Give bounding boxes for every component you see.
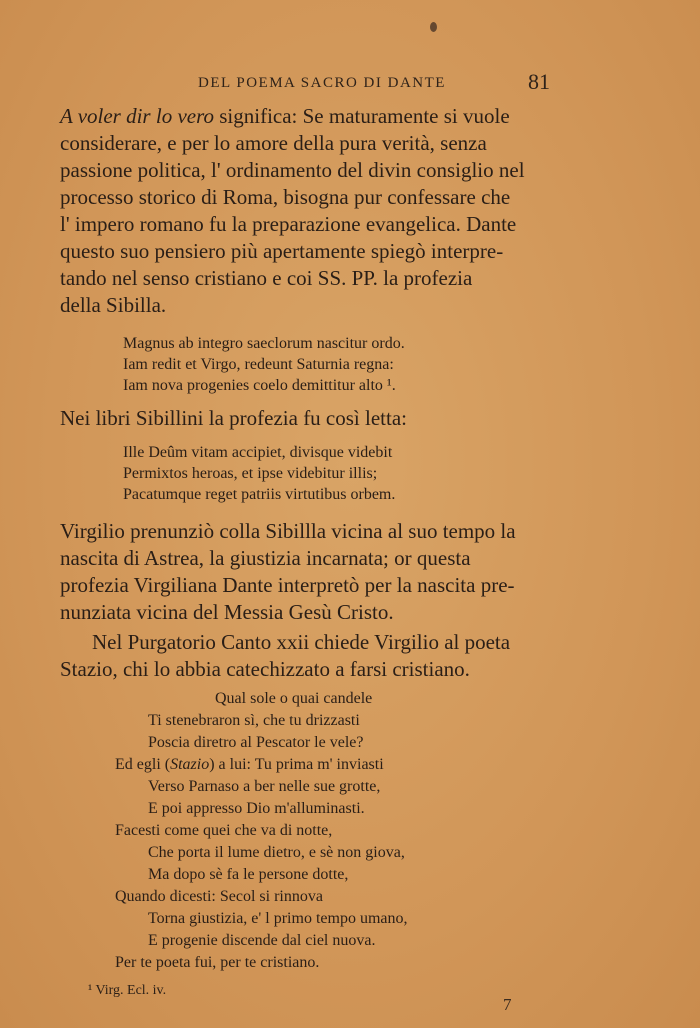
page-number: 81 (528, 69, 550, 94)
signature-mark: 7 (503, 995, 512, 1014)
footnote: ¹ Virg. Ecl. iv. (88, 983, 167, 998)
paragraph-line: l' impero romano fu la preparazione evangelica. Dante (60, 212, 517, 236)
paragraph-line: nunziata vicina del Messia Gesù Cristo. (60, 600, 394, 624)
verse-line: Iam redit et Virgo, redeunt Saturnia regna: (123, 356, 394, 373)
verse-line: Pacatumque reget patriis virtutibus orbem. (123, 486, 396, 503)
paragraph-line: profezia Virgiliana Dante interpretò per la nascita pre- (60, 573, 515, 597)
verse-line: Permixtos heroas, et ipse videbitur illis; (123, 465, 378, 482)
poem-line: Per te poeta fui, per te cristiano. (115, 954, 320, 971)
poem-line: Verso Parnaso a ber nelle sue grotte, (148, 778, 381, 795)
verse-line: Magnus ab integro saeclorum nascitur ordo. (123, 335, 405, 352)
poem-line: Torna giustizia, e' l primo tempo umano, (148, 910, 408, 927)
paragraph-line: tando nel senso cristiano e coi SS. PP. la profezia (60, 266, 473, 290)
paragraph-line: Stazio, chi lo abbia catechizzato a farsi cristiano. (60, 657, 470, 681)
paragraph-line: passione politica, l' ordinamento del divin consiglio nel (60, 158, 525, 182)
paragraph-line: nascita di Astrea, la giustizia incarnata; or questa (60, 546, 471, 570)
verse-line: Ille Deûm vitam accipiet, divisque videbit (123, 444, 393, 461)
poem-line: E progenie discende dal ciel nuova. (148, 932, 376, 949)
paragraph-line: Nel Purgatorio Canto xxii chiede Virgilio al poeta (92, 630, 511, 654)
poem-line: Quando dicesti: Secol si rinnova (115, 888, 323, 905)
paragraph-line: considerare, e per lo amore della pura verità, senza (60, 131, 487, 155)
paragraph-line: questo suo pensiero più apertamente spiegò interpre- (60, 239, 504, 263)
running-head: DEL POEMA SACRO DI DANTE (198, 75, 446, 91)
paragraph-line: A voler dir lo vero significa: Se maturamente si vuole (60, 104, 510, 128)
paragraph-line: Virgilio prenunziò colla Sibillla vicina al suo tempo la (60, 519, 516, 543)
poem-line: E poi appresso Dio m'alluminasti. (148, 800, 365, 817)
paragraph-2: Nei libri Sibillini la profezia fu così letta: (60, 406, 407, 430)
paragraph-line: processo storico di Roma, bisogna pur confessare che (60, 185, 511, 209)
poem-line: Facesti come quei che va di notte, (115, 822, 333, 839)
poem-line: Che porta il lume dietro, e sè non giova, (148, 844, 405, 861)
ink-smudge (430, 22, 437, 32)
lead-italic: A voler dir lo vero (60, 104, 214, 128)
poem-line: Ma dopo sè fa le persone dotte, (148, 866, 349, 883)
poem-line: Ed egli (Stazio) a lui: Tu prima m' inviasti (115, 756, 384, 773)
poem-line: Ti stenebraron sì, che tu drizzasti (148, 712, 360, 729)
paragraph-line: della Sibilla. (60, 293, 167, 317)
poem-line: Qual sole o quai candele (215, 690, 373, 707)
poem-line: Poscia diretro al Pescator le vele? (148, 734, 364, 751)
verse-line: Iam nova progenies coelo demittitur alto ¹. (123, 377, 396, 394)
